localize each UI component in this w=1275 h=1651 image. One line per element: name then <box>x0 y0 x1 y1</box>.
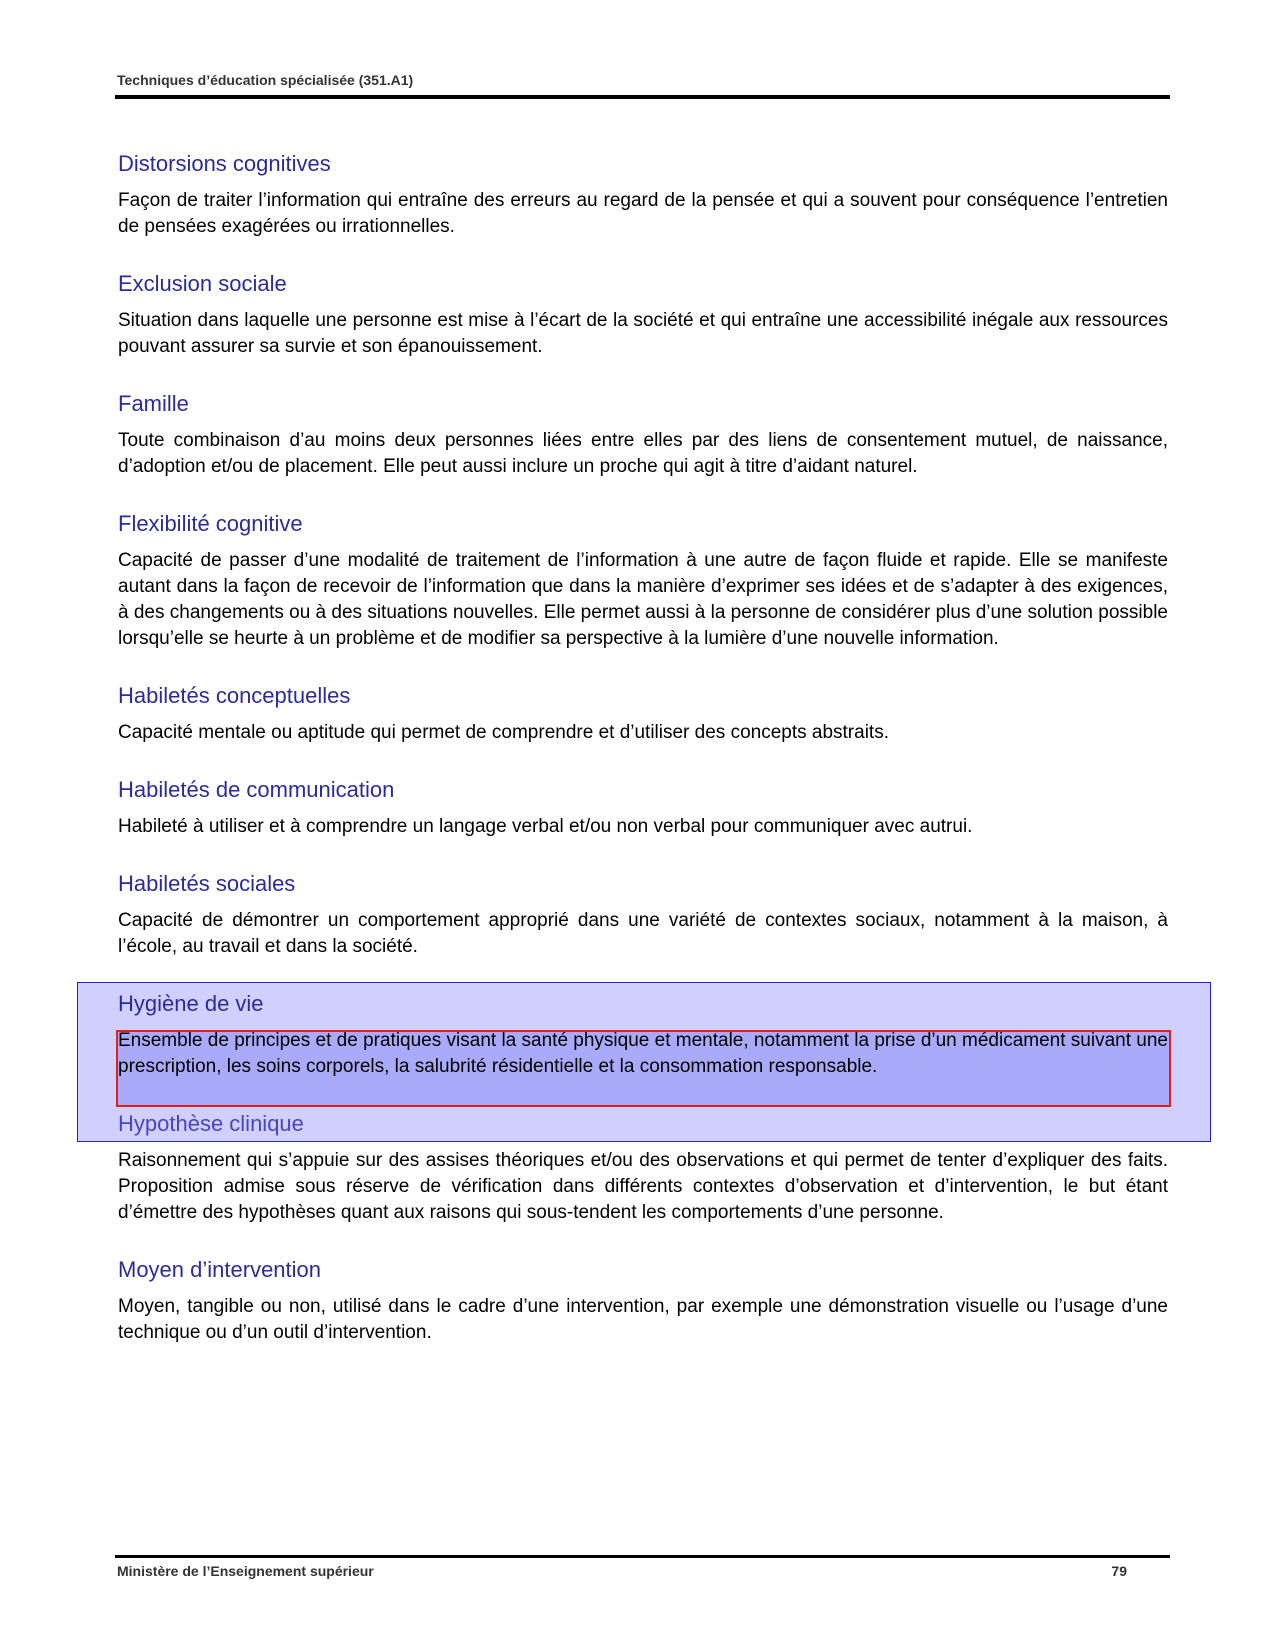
glossary-term: Exclusion sociale <box>118 271 287 296</box>
glossary-definition: Toute combinaison d’au moins deux personnes liées entre elles par des liens de consentement mutuel, de naissance, d’adoption et/ou de placement. Elle peut aussi inclure un proche qui agit à titre d’aidant naturel. <box>118 430 1168 477</box>
glossary-term: Habiletés sociales <box>118 871 296 896</box>
glossary-content <box>118 150 1168 1376</box>
page-header: Techniques d’éducation spécialisée (351.A1) <box>117 72 414 88</box>
glossary-term: Distorsions cognitives <box>118 151 331 176</box>
glossary-entry <box>118 270 1168 360</box>
glossary-entry <box>118 1256 1168 1346</box>
glossary-term: Habiletés de communication <box>118 777 395 802</box>
page-footer <box>117 1563 1127 1579</box>
glossary-term: Famille <box>118 391 189 416</box>
glossary-definition: Habileté à utiliser et à comprendre un langage verbal et/ou non verbal pour communiquer avec autrui. <box>118 816 973 837</box>
glossary-entry <box>118 510 1168 652</box>
glossary-entry <box>118 682 1168 746</box>
glossary-definition: Moyen, tangible ou non, utilisé dans le cadre d’une intervention, par exemple une démonstration visuelle ou l’usage d’une technique ou d’un outil d’intervention. <box>118 1296 1168 1343</box>
glossary-term: Hypothèse clinique <box>118 1111 304 1136</box>
footer-rule <box>115 1555 1170 1558</box>
glossary-entry <box>118 776 1168 840</box>
glossary-term: Moyen d’intervention <box>118 1257 322 1282</box>
glossary-term: Flexibilité cognitive <box>118 511 303 536</box>
footer-ministry: Ministère de l’Enseignement supérieur <box>117 1563 374 1579</box>
glossary-term: Hygiène de vie <box>118 991 264 1016</box>
glossary-entry <box>118 870 1168 960</box>
glossary-entry <box>118 150 1168 240</box>
page-number: 79 <box>1111 1563 1127 1579</box>
glossary-definition: Capacité de passer d’une modalité de traitement de l’information à une autre de façon fluide et rapide. Elle se manifeste autant dans la façon de recevoir de l’information que dans la manière d’exprimer ses idées et de s’adapter à des exigences, à des changements ou à des situations nouvelles. Elle permet aussi à la personne de considérer plus d’une solution possible lorsqu’elle se heurte à un problème et de modifier sa perspective à la lumière d’une nouvelle information. <box>118 550 1168 649</box>
glossary-definition: Raisonnement qui s’appuie sur des assises théoriques et/ou des observations et qui permet de tenter d’expliquer des faits. Proposition admise sous réserve de vérification dans différents contextes d’observation et d’intervention, le but étant d’émettre des hypothèses quant aux raisons qui sous-tendent les comportements d’une personne. <box>118 1150 1168 1223</box>
glossary-entry <box>118 390 1168 480</box>
header-rule <box>115 95 1170 99</box>
glossary-definition: Ensemble de principes et de pratiques visant la santé physique et mentale, notamment la prise d’un médicament suivant une prescription, les soins corporels, la salubrité résidentielle et la consommation responsable. <box>118 1030 1168 1077</box>
glossary-entry-selected[interactable] <box>118 990 1168 1080</box>
glossary-definition: Capacité de démontrer un comportement approprié dans une variété de contextes sociaux, notamment à la maison, à l’école, au travail et dans la société. <box>118 910 1168 957</box>
glossary-definition: Façon de traiter l’information qui entraîne des erreurs au regard de la pensée et qui a souvent pour conséquence l’entretien de pensées exagérées ou irrationnelles. <box>118 190 1168 237</box>
glossary-term: Habiletés conceptuelles <box>118 683 351 708</box>
glossary-definition: Capacité mentale ou aptitude qui permet de comprendre et d’utiliser des concepts abstraits. <box>118 722 889 743</box>
glossary-definition: Situation dans laquelle une personne est mise à l’écart de la société et qui entraîne une accessibilité inégale aux ressources pouvant assurer sa survie et son épanouissement. <box>118 310 1168 357</box>
